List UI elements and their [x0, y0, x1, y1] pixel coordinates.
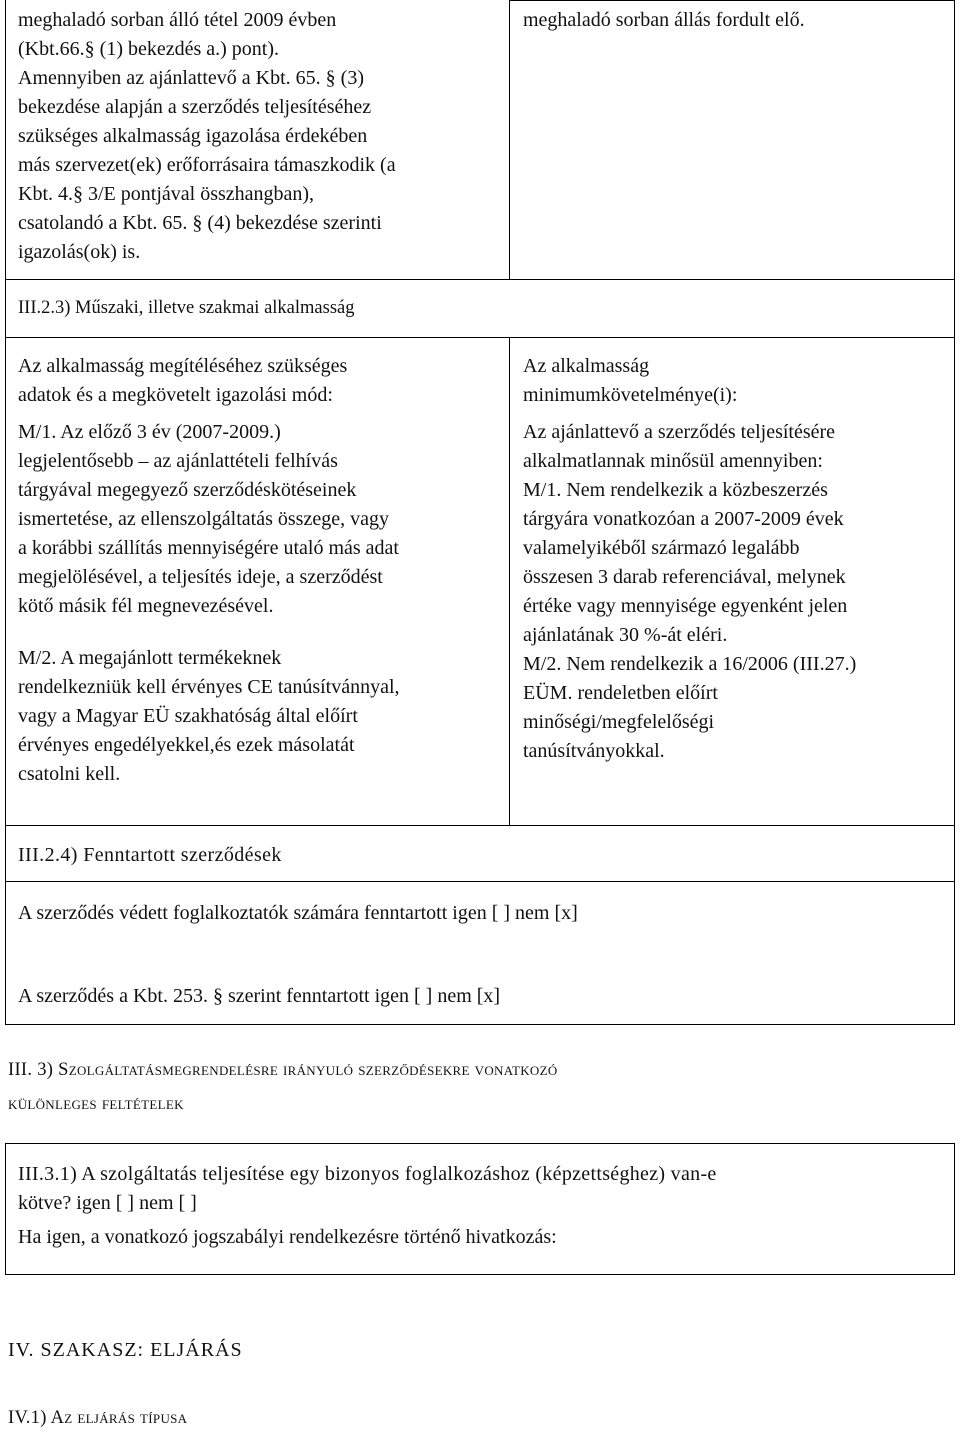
text-line: tárgyával megegyező szerződéskötéseinek: [18, 479, 357, 501]
column-header: Az alkalmasság: [523, 355, 650, 377]
section-3-3-heading: [8, 1053, 558, 1121]
text-line: alkalmatlannak minősül amennyiben:: [523, 450, 823, 472]
text-line: értéke vagy mennyisége egyenként jelen: [523, 595, 848, 617]
column-header: minimumkövetelménye(i):: [523, 384, 738, 406]
text-line: M/2. A megajánlott termékeknek: [18, 647, 282, 669]
question-line: III.3.1) A szolgáltatás teljesítése egy bizonyos foglalkozáshoz (képzettséghez) van-e: [18, 1163, 717, 1185]
requirements-right-text: [523, 352, 856, 766]
text-line: valamelyikéből származó legalább: [523, 537, 800, 559]
question-line: Ha igen, a vonatkozó jogszabályi rendelkezésre történő hivatkozás:: [18, 1226, 557, 1248]
text-line: (Kbt.66.§ (1) bekezdés a.) pont).: [18, 38, 280, 60]
text-line: bekezdése alapján a szerződés teljesítéséhez: [18, 96, 372, 118]
top-right-cell: [510, 0, 955, 280]
text-line: csatolandó a Kbt. 65. § (4) bekezdése szerinti: [18, 212, 382, 234]
top-right-text: meghaladó sorban állás fordult elő.: [523, 9, 805, 31]
text-line: EÜM. rendeletben előírt: [523, 682, 718, 704]
text-line: igazolás(ok) is.: [18, 241, 141, 263]
column-header: adatok és a megkövetelt igazolási mód:: [18, 384, 333, 406]
reserved-contract-line-2: A szerződés a Kbt. 253. § szerint fenntartott igen [ ] nem [x]: [18, 985, 501, 1007]
requirements-left-text: [18, 352, 400, 789]
text-line: legjelentősebb – az ajánlattételi felhívás: [18, 450, 338, 472]
column-header: Az alkalmasság megítéléséhez szükséges: [18, 355, 348, 377]
text-line: ismertetése, az ellenszolgáltatás összege, vagy: [18, 508, 389, 530]
question-line: kötve? igen [ ] nem [ ]: [18, 1192, 197, 1214]
text-line: a korábbi szállítás mennyiségére utaló más adat: [18, 537, 399, 559]
text-line: meghaladó sorban álló tétel 2009 évben: [18, 9, 337, 31]
text-line: M/1. Az előző 3 év (2007-2009.): [18, 421, 281, 443]
text-line: M/2. Nem rendelkezik a 16/2006 (III.27.): [523, 653, 857, 675]
text-line: tárgyára vonatkozóan a 2007-2009 évek: [523, 508, 844, 530]
text-line: tanúsítványokkal.: [523, 740, 665, 762]
text-line: érvényes engedélyekkel,és ezek másolatát: [18, 734, 355, 756]
section-3-3-1-text: [18, 1160, 717, 1252]
section-4-1-heading: IV.1) Az eljárás típusa: [8, 1408, 188, 1428]
text-line: megjelölésével, a teljesítés ideje, a szerződést: [18, 566, 383, 588]
text-line: csatolni kell.: [18, 763, 121, 785]
text-line: vagy a Magyar EÜ szakhatóság által előírt: [18, 705, 358, 727]
text-line: Amennyiben az ajánlattevő a Kbt. 65. § (3): [18, 67, 364, 89]
text-line: összesen 3 darab referenciával, melynek: [523, 566, 846, 588]
text-line: Az ajánlattevő a szerződés teljesítésére: [523, 421, 836, 443]
text-line: minőségi/megfelelőségi: [523, 711, 715, 733]
reserved-contract-line-1: A szerződés védett foglalkoztatók számára fenntartott igen [ ] nem [x]: [18, 902, 578, 924]
text-line: más szervezet(ek) erőforrásaira támaszkodik (a: [18, 154, 396, 176]
text-line: ajánlatának 30 %-át eléri.: [523, 624, 728, 646]
section-3-2-4-heading: III.2.4) Fenntartott szerződések: [18, 844, 282, 866]
text-line: Kbt. 4.§ 3/E pontjával összhangban),: [18, 183, 315, 205]
heading-line: különleges feltételek: [8, 1094, 184, 1114]
text-line: M/1. Nem rendelkezik a közbeszerzés: [523, 479, 828, 501]
heading-line: III. 3) Szolgáltatásmegrendelésre irányuló szerződésekre vonatkozó: [8, 1060, 558, 1080]
top-left-text: [18, 6, 396, 267]
text-line: kötő másik fél megnevezésével.: [18, 595, 274, 617]
text-line: rendelkezniük kell érvényes CE tanúsítvánnyal,: [18, 676, 400, 698]
text-line: szükséges alkalmasság igazolása érdekében: [18, 125, 368, 147]
section-4-heading: IV. SZAKASZ: ELJÁRÁS: [8, 1339, 243, 1361]
section-3-2-3-heading: III.2.3) Műszaki, illetve szakmai alkalmasság: [18, 298, 355, 318]
